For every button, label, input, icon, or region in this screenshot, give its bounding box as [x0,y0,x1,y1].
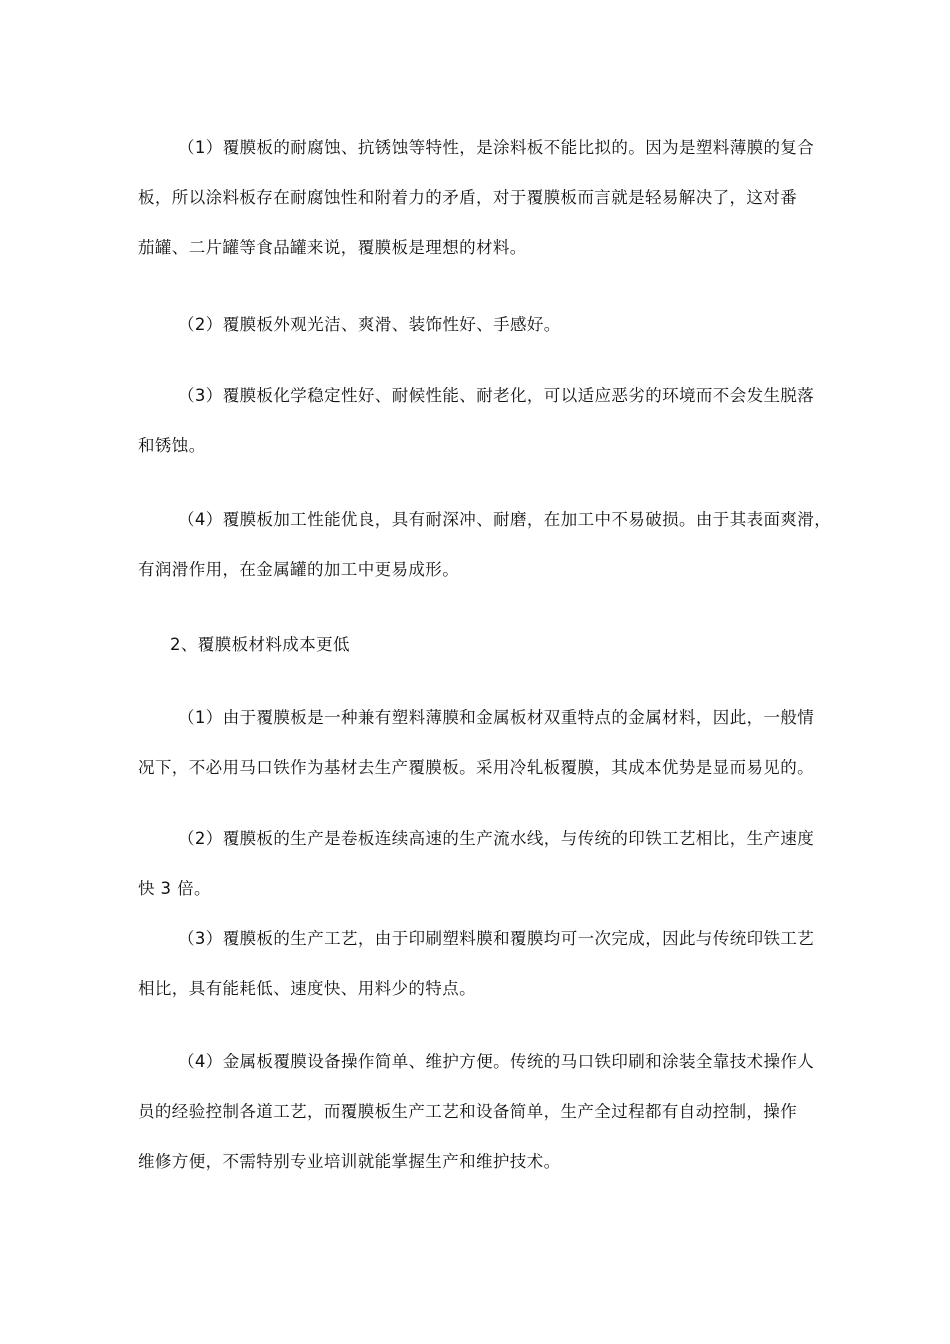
paragraph-5-line-1: （1）由于覆膜板是一种兼有塑料薄膜和金属板材双重特点的金属材料，因此，一般情 [178,708,815,727]
paragraph-3-line-1: （3）覆膜板化学稳定性好、耐候性能、耐老化，可以适应恶劣的环境而不会发生脱落 [178,386,815,405]
paragraph-8-line-1: （4）金属板覆膜设备操作简单、维护方便。传统的马口铁印刷和涂装全靠技术操作人 [178,1052,815,1071]
paragraph-1-line-2: 板，所以涂料板存在耐腐蚀性和附着力的矛盾，对于覆膜板而言就是轻易解决了，这对番 [138,188,798,207]
paragraph-6-line-1: （2）覆膜板的生产是卷板连续高速的生产流水线，与传统的印铁工艺相比，生产速度 [178,829,815,848]
paragraph-4-line-1: （4）覆膜板加工性能优良，具有耐深冲、耐磨，在加工中不易破损。由于其表面爽滑， [178,510,832,529]
paragraph-8-line-3: 维修方便，不需特别专业培训就能掌握生产和维护技术。 [138,1152,561,1171]
paragraph-7-line-1: （3）覆膜板的生产工艺，由于印刷塑料膜和覆膜均可一次完成，因此与传统印铁工艺 [178,929,815,948]
paragraph-5-line-2: 况下，不必用马口铁作为基材去生产覆膜板。采用冷轧板覆膜，其成本优势是显而易见的。 [138,758,814,777]
paragraph-3-line-2: 和锈蚀。 [138,436,206,455]
paragraph-8-line-2: 员的经验控制各道工艺，而覆膜板生产工艺和设备简单，生产全过程都有自动控制，操作 [138,1102,798,1121]
paragraph-2-line-1: （2）覆膜板外观光洁、爽滑、装饰性好、手感好。 [178,315,561,334]
paragraph-4-line-2: 有润滑作用，在金属罐的加工中更易成形。 [138,560,460,579]
paragraph-7-line-2: 相比，具有能耗低、速度快、用料少的特点。 [138,979,476,998]
paragraph-1-line-1: （1）覆膜板的耐腐蚀、抗锈蚀等特性，是涂料板不能比拟的。因为是塑料薄膜的复合 [178,138,815,157]
paragraph-6-line-2: 快 3 倍。 [138,879,211,898]
section-heading: 2、覆膜板材料成本更低 [170,635,350,654]
paragraph-1-line-3: 茄罐、二片罐等食品罐来说，覆膜板是理想的材料。 [138,238,527,257]
